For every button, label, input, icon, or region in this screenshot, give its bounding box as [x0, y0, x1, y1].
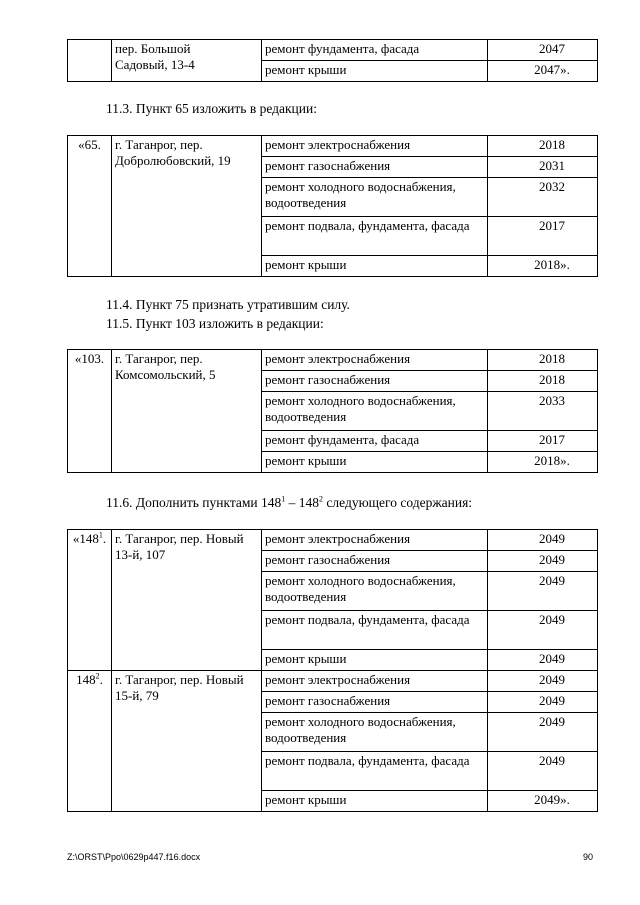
footer-page-number: 90	[583, 852, 594, 862]
cell-work: ремонт фундамента, фасада	[262, 40, 488, 61]
cell-work: ремонт фундамента, фасада	[262, 431, 488, 452]
cell-year: 2049	[488, 713, 598, 752]
item-number: «148	[72, 531, 99, 546]
cell-work: ремонт крыши	[262, 61, 488, 82]
cell-year: 2018	[488, 136, 598, 157]
cell-year: 2047	[488, 40, 598, 61]
paragraph-11-5: 11.5. Пункт 103 изложить в редакции:	[106, 316, 324, 331]
cell-work: ремонт электроснабжения	[262, 671, 488, 692]
cell-work: ремонт электроснабжения	[262, 530, 488, 551]
cell-item-number	[68, 671, 112, 812]
cell-year: 2049	[488, 572, 598, 611]
cell-year: 2047».	[488, 61, 598, 82]
cell-address	[112, 40, 262, 82]
cell-work: ремонт подвала, фундамента, фасада	[262, 611, 488, 650]
cell-item-number	[68, 530, 112, 671]
cell-year: 2018	[488, 350, 598, 371]
cell-year: 2017	[488, 431, 598, 452]
cell-year: 2049	[488, 650, 598, 671]
footer-file-path: Z:\ORST\Ppo\0629p447.f16.docx	[67, 852, 201, 862]
cell-work: ремонт электроснабжения	[262, 136, 488, 157]
table-item-103	[67, 349, 598, 473]
item-number-suffix: .	[99, 672, 103, 687]
item-number: 148	[76, 672, 96, 687]
cell-num-empty	[68, 40, 112, 82]
cell-work: ремонт крыши	[262, 452, 488, 473]
paragraph-text: следующего содержания:	[323, 495, 473, 510]
cell-work: ремонт крыши	[262, 650, 488, 671]
table-item-65	[67, 135, 598, 277]
cell-address: г. Таганрог, пер. Новый 13-й, 107	[112, 530, 262, 671]
cell-year: 2049	[488, 551, 598, 572]
cell-item-number: «65.	[68, 136, 112, 277]
address-line: пер. Большой	[115, 41, 191, 56]
cell-work: ремонт холодного водоснабжения, водоотведения	[262, 572, 488, 611]
paragraph-11-3: 11.3. Пункт 65 изложить в редакции:	[106, 101, 317, 116]
table-continuation	[67, 39, 598, 82]
paragraph-text: – 148	[285, 495, 320, 510]
table-items-148	[67, 529, 598, 812]
cell-work: ремонт холодного водоснабжения, водоотведения	[262, 713, 488, 752]
cell-year: 2033	[488, 392, 598, 431]
cell-work: ремонт крыши	[262, 256, 488, 277]
paragraph-text: 11.6. Дополнить пунктами 148	[106, 495, 282, 510]
item-number-suffix: .	[102, 531, 107, 546]
cell-work: ремонт подвала, фундамента, фасада	[262, 217, 488, 256]
superscript: 2	[95, 671, 100, 681]
cell-year: 2018».	[488, 256, 598, 277]
cell-work: ремонт газоснабжения	[262, 157, 488, 178]
cell-address: г. Таганрог, пер. Новый 15-й, 79	[112, 671, 262, 812]
superscript: 1	[98, 530, 103, 540]
cell-year: 2049	[488, 692, 598, 713]
cell-work: ремонт холодного водоснабжения, водоотведения	[262, 392, 488, 431]
superscript: 2	[319, 494, 324, 504]
cell-address: г. Таганрог, пер. Добролюбовский, 19	[112, 136, 262, 277]
cell-year: 2031	[488, 157, 598, 178]
cell-year: 2032	[488, 178, 598, 217]
cell-year: 2049	[488, 752, 598, 791]
cell-year: 2018».	[488, 452, 598, 473]
superscript: 1	[281, 494, 286, 504]
paragraph-11-4: 11.4. Пункт 75 признать утратившим силу.	[106, 297, 350, 312]
cell-work: ремонт крыши	[262, 791, 488, 812]
cell-work: ремонт газоснабжения	[262, 551, 488, 572]
cell-address: г. Таганрог, пер. Комсомольский, 5	[112, 350, 262, 473]
address-line: Садовый, 13-4	[115, 57, 195, 72]
cell-year: 2049	[488, 671, 598, 692]
paragraph-11-6	[106, 495, 472, 511]
cell-item-number: «103.	[68, 350, 112, 473]
cell-year: 2018	[488, 371, 598, 392]
cell-year: 2017	[488, 217, 598, 256]
cell-work: ремонт подвала, фундамента, фасада	[262, 752, 488, 791]
cell-work: ремонт электроснабжения	[262, 350, 488, 371]
cell-work: ремонт газоснабжения	[262, 692, 488, 713]
cell-year: 2049».	[488, 791, 598, 812]
cell-work: ремонт газоснабжения	[262, 371, 488, 392]
cell-year: 2049	[488, 530, 598, 551]
cell-work: ремонт холодного водоснабжения, водоотведения	[262, 178, 488, 217]
cell-year: 2049	[488, 611, 598, 650]
